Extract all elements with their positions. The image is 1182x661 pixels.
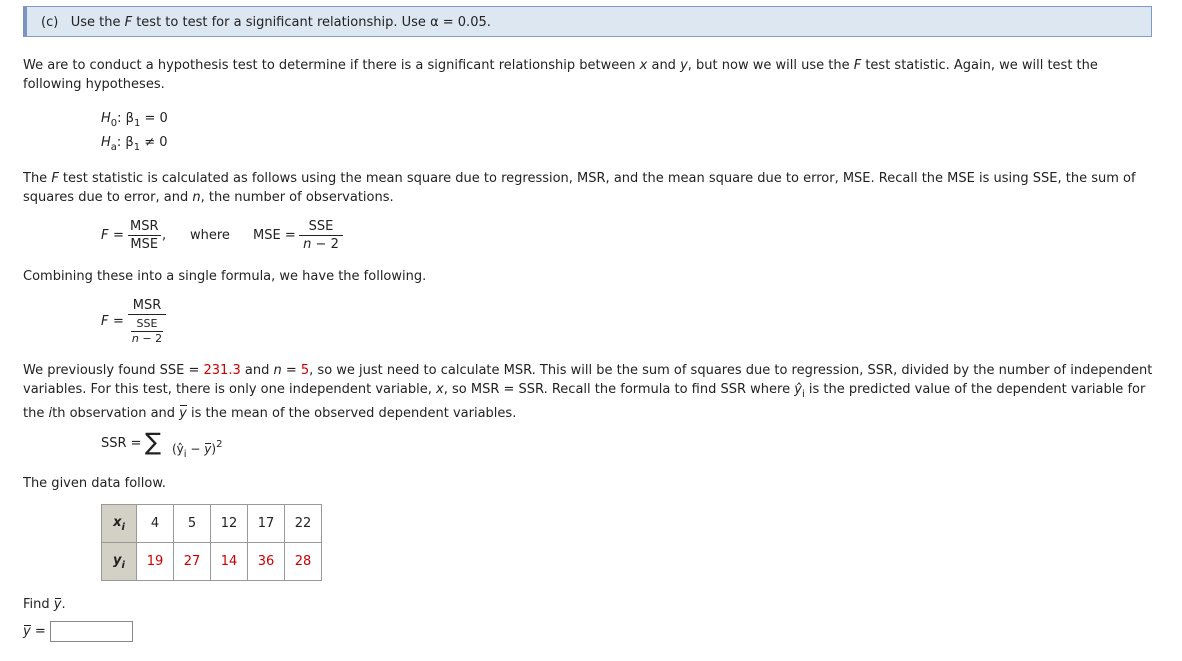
x-header: $x_i$ xyxy=(102,505,137,543)
sse-over-n-fraction: SSE n − 2 xyxy=(299,219,343,253)
msr-over-mse-fraction: MSR MSE xyxy=(130,219,159,252)
msr-over-mse-combined-fraction: MSR SSE n − 2 xyxy=(128,298,166,346)
x-value: 12 xyxy=(211,505,248,543)
f-explanation-paragraph: The F test statistic is calculated as follows using the mean square due to regression, MSR, and the mean square due to error, MSE. Recall the MSE is using SSE, the sum of squares due to error, and n, the number of observations. xyxy=(23,171,1136,205)
ybar-answer-label: y = xyxy=(23,624,46,639)
x-value: 22 xyxy=(285,505,322,543)
table-row-x xyxy=(102,505,322,543)
data-table xyxy=(101,504,322,581)
y-value: 19 xyxy=(137,543,174,581)
y-value: 36 xyxy=(248,543,285,581)
question-header-text: (c) Use the F test to test for a significant relationship. Use α = 0.05. xyxy=(41,15,491,30)
ybar-answer-input[interactable] xyxy=(50,621,133,642)
sigma-symbol: ∑ xyxy=(145,428,162,456)
question-header xyxy=(23,6,1152,37)
given-data-text: The given data follow. xyxy=(23,476,166,491)
previous-results-paragraph: We previously found SSE = 231.3 and n = 5, so we just need to calculate MSR. This will be the sum of squares due to regression, SSR, divided by the number of independent variables. For this test, there is only one independent variable, x, so MSR = SSR. Recall the formula to find SSR where $ŷ_i$ is the predicted value of the dependent variable for the ith observation and y is the mean of the observed dependent variables. xyxy=(23,363,1153,421)
y-value: 14 xyxy=(211,543,248,581)
y-value: 28 xyxy=(285,543,322,581)
combining-text: Combining these into a single formula, we have the following. xyxy=(23,269,427,284)
alternative-hypothesis: $H_a$: $\beta_1 \ne 0$ xyxy=(101,135,168,153)
y-value: 27 xyxy=(174,543,211,581)
null-hypothesis: $H_0$: $\beta_1 = 0$ xyxy=(101,111,168,129)
x-value: 4 xyxy=(137,505,174,543)
sse-value: 231.3 xyxy=(203,363,241,378)
intro-paragraph: We are to conduct a hypothesis test to determine if there is a significant relationship between x and y, but now we will use the F test statistic. Again, we will test the following hypotheses. xyxy=(23,58,1098,92)
x-value: 17 xyxy=(248,505,285,543)
table-row-y xyxy=(102,543,322,581)
n-value: 5 xyxy=(300,363,310,378)
find-ybar-prompt: Find y. xyxy=(23,597,66,612)
y-header: $y_i$ xyxy=(102,543,137,581)
x-value: 5 xyxy=(174,505,211,543)
